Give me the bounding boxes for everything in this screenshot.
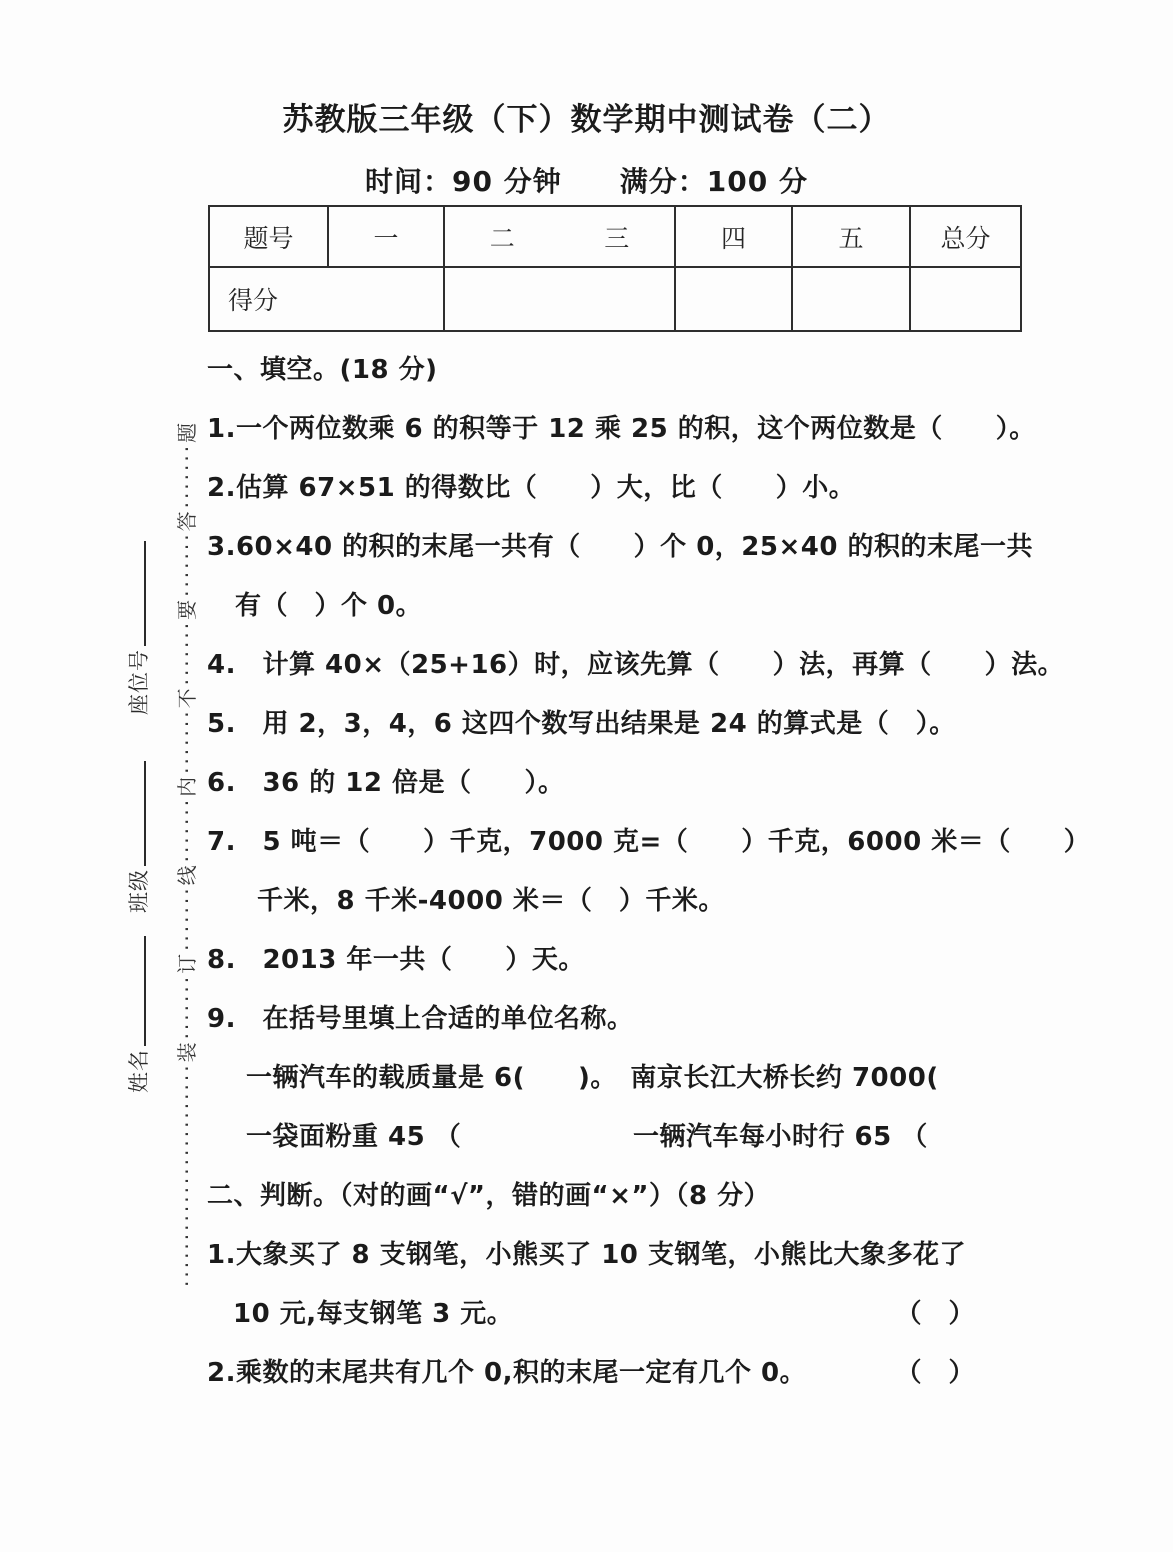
fillblank-q7-line2: 千米，8 千米-4000 米＝（ ）千米。 xyxy=(257,886,725,916)
name-label xyxy=(128,936,150,1093)
score-table-score-row xyxy=(209,267,1021,331)
class-label xyxy=(128,761,150,913)
score-table-cell-tihao: 题号 xyxy=(209,206,328,267)
score-table-cell-two-three xyxy=(444,206,675,267)
fillblank-q6: 6. 36 的 12 倍是（ ）。 xyxy=(207,768,565,798)
fillblank-q9-line3-right: 一辆汽车每小时行 65 （ xyxy=(633,1122,928,1152)
fillblank-q4: 4. 计算 40×（25+16）时，应该先算（ ）法，再算（ ）法。 xyxy=(207,650,1065,680)
score-table-cell-five: 五 xyxy=(792,206,910,267)
fillblank-q9-line3 xyxy=(207,1105,1022,1164)
score-table-cell-total: 总分 xyxy=(910,206,1021,267)
judge-q2-text: 2.乘数的末尾共有几个 0,积的末尾一定有几个 0。 xyxy=(207,1358,807,1388)
score-table-cell-four: 四 xyxy=(675,206,792,267)
fillblank-q1: 1.一个两位数乘 6 的积等于 12 乘 25 的积，这个两位数是（ ）。 xyxy=(207,414,1036,444)
fillblank-q2: 2.估算 67×51 的得数比（ ）大，比（ ）小。 xyxy=(207,473,856,503)
fillblank-q3-line1: 3.60×40 的积的末尾一共有（ ）个 0，25×40 的积的末尾一共 xyxy=(207,532,1034,562)
score-table-empty-cell xyxy=(910,267,1021,331)
score-table xyxy=(208,205,1022,332)
score-table-empty-cell xyxy=(675,267,792,331)
seat-number-blank-line xyxy=(141,541,146,646)
seat-number-label xyxy=(128,541,150,715)
fillblank-q9: 9. 在括号里填上合适的单位名称。 xyxy=(207,1004,634,1034)
page-title: 苏教版三年级（下）数学期中测试卷（二） xyxy=(282,102,891,138)
class-blank-line xyxy=(141,761,146,866)
score-table-cell-two: 二 xyxy=(489,223,515,253)
name-blank-line xyxy=(141,936,146,1046)
fillblank-q7-line1: 7. 5 吨＝（ ）千克，7000 克=（ ）千克，6000 米＝（ ） xyxy=(207,827,1091,857)
score-table-empty-cell xyxy=(444,267,675,331)
score-table-cell-three: 三 xyxy=(604,223,630,253)
judge-q2 xyxy=(207,1341,1022,1400)
section-two-heading: 二、判断。（对的画“√”，错的画“×”）（8 分） xyxy=(207,1181,771,1211)
exam-meta: 时间：90 分钟 满分：100 分 xyxy=(365,165,808,198)
score-table-cell-one: 一 xyxy=(328,206,444,267)
judge-q1-line2 xyxy=(207,1282,1022,1341)
score-table-cell-defen: 得分 xyxy=(209,267,444,331)
binding-line-text: ························装·······订·······线·······内·······不·······要·······答·······题 xyxy=(175,419,199,1287)
name-text: 姓名 xyxy=(127,1049,151,1093)
question-content xyxy=(207,338,1091,1400)
fillblank-q9-line3-left: 一袋面粉重 45 （ xyxy=(246,1122,462,1152)
fillblank-q9-line2: 一辆汽车的载质量是 6( )。 南京长江大桥长约 7000( xyxy=(246,1063,939,1093)
judge-q2-answer-bracket: （ ） xyxy=(895,1358,975,1388)
seat-number-text: 座位号 xyxy=(127,649,151,715)
score-table-empty-cell xyxy=(792,267,910,331)
score-table-header-row xyxy=(209,206,1021,267)
judge-q1-line2-text: 10 元,每支钢笔 3 元。 xyxy=(233,1299,514,1329)
judge-q1-line1: 1.大象买了 8 支钢笔，小熊买了 10 支钢笔，小熊比大象多花了 xyxy=(207,1240,966,1270)
fillblank-q3-line2: 有（ ）个 0。 xyxy=(235,591,423,621)
judge-q1-answer-bracket: （ ） xyxy=(895,1299,975,1329)
section-one-heading: 一、填空。(18 分) xyxy=(207,355,438,385)
class-text: 班级 xyxy=(127,869,151,913)
fillblank-q8: 8. 2013 年一共（ ）天。 xyxy=(207,945,585,975)
fillblank-q5: 5. 用 2，3，4，6 这四个数写出结果是 24 的算式是（ ）。 xyxy=(207,709,956,739)
